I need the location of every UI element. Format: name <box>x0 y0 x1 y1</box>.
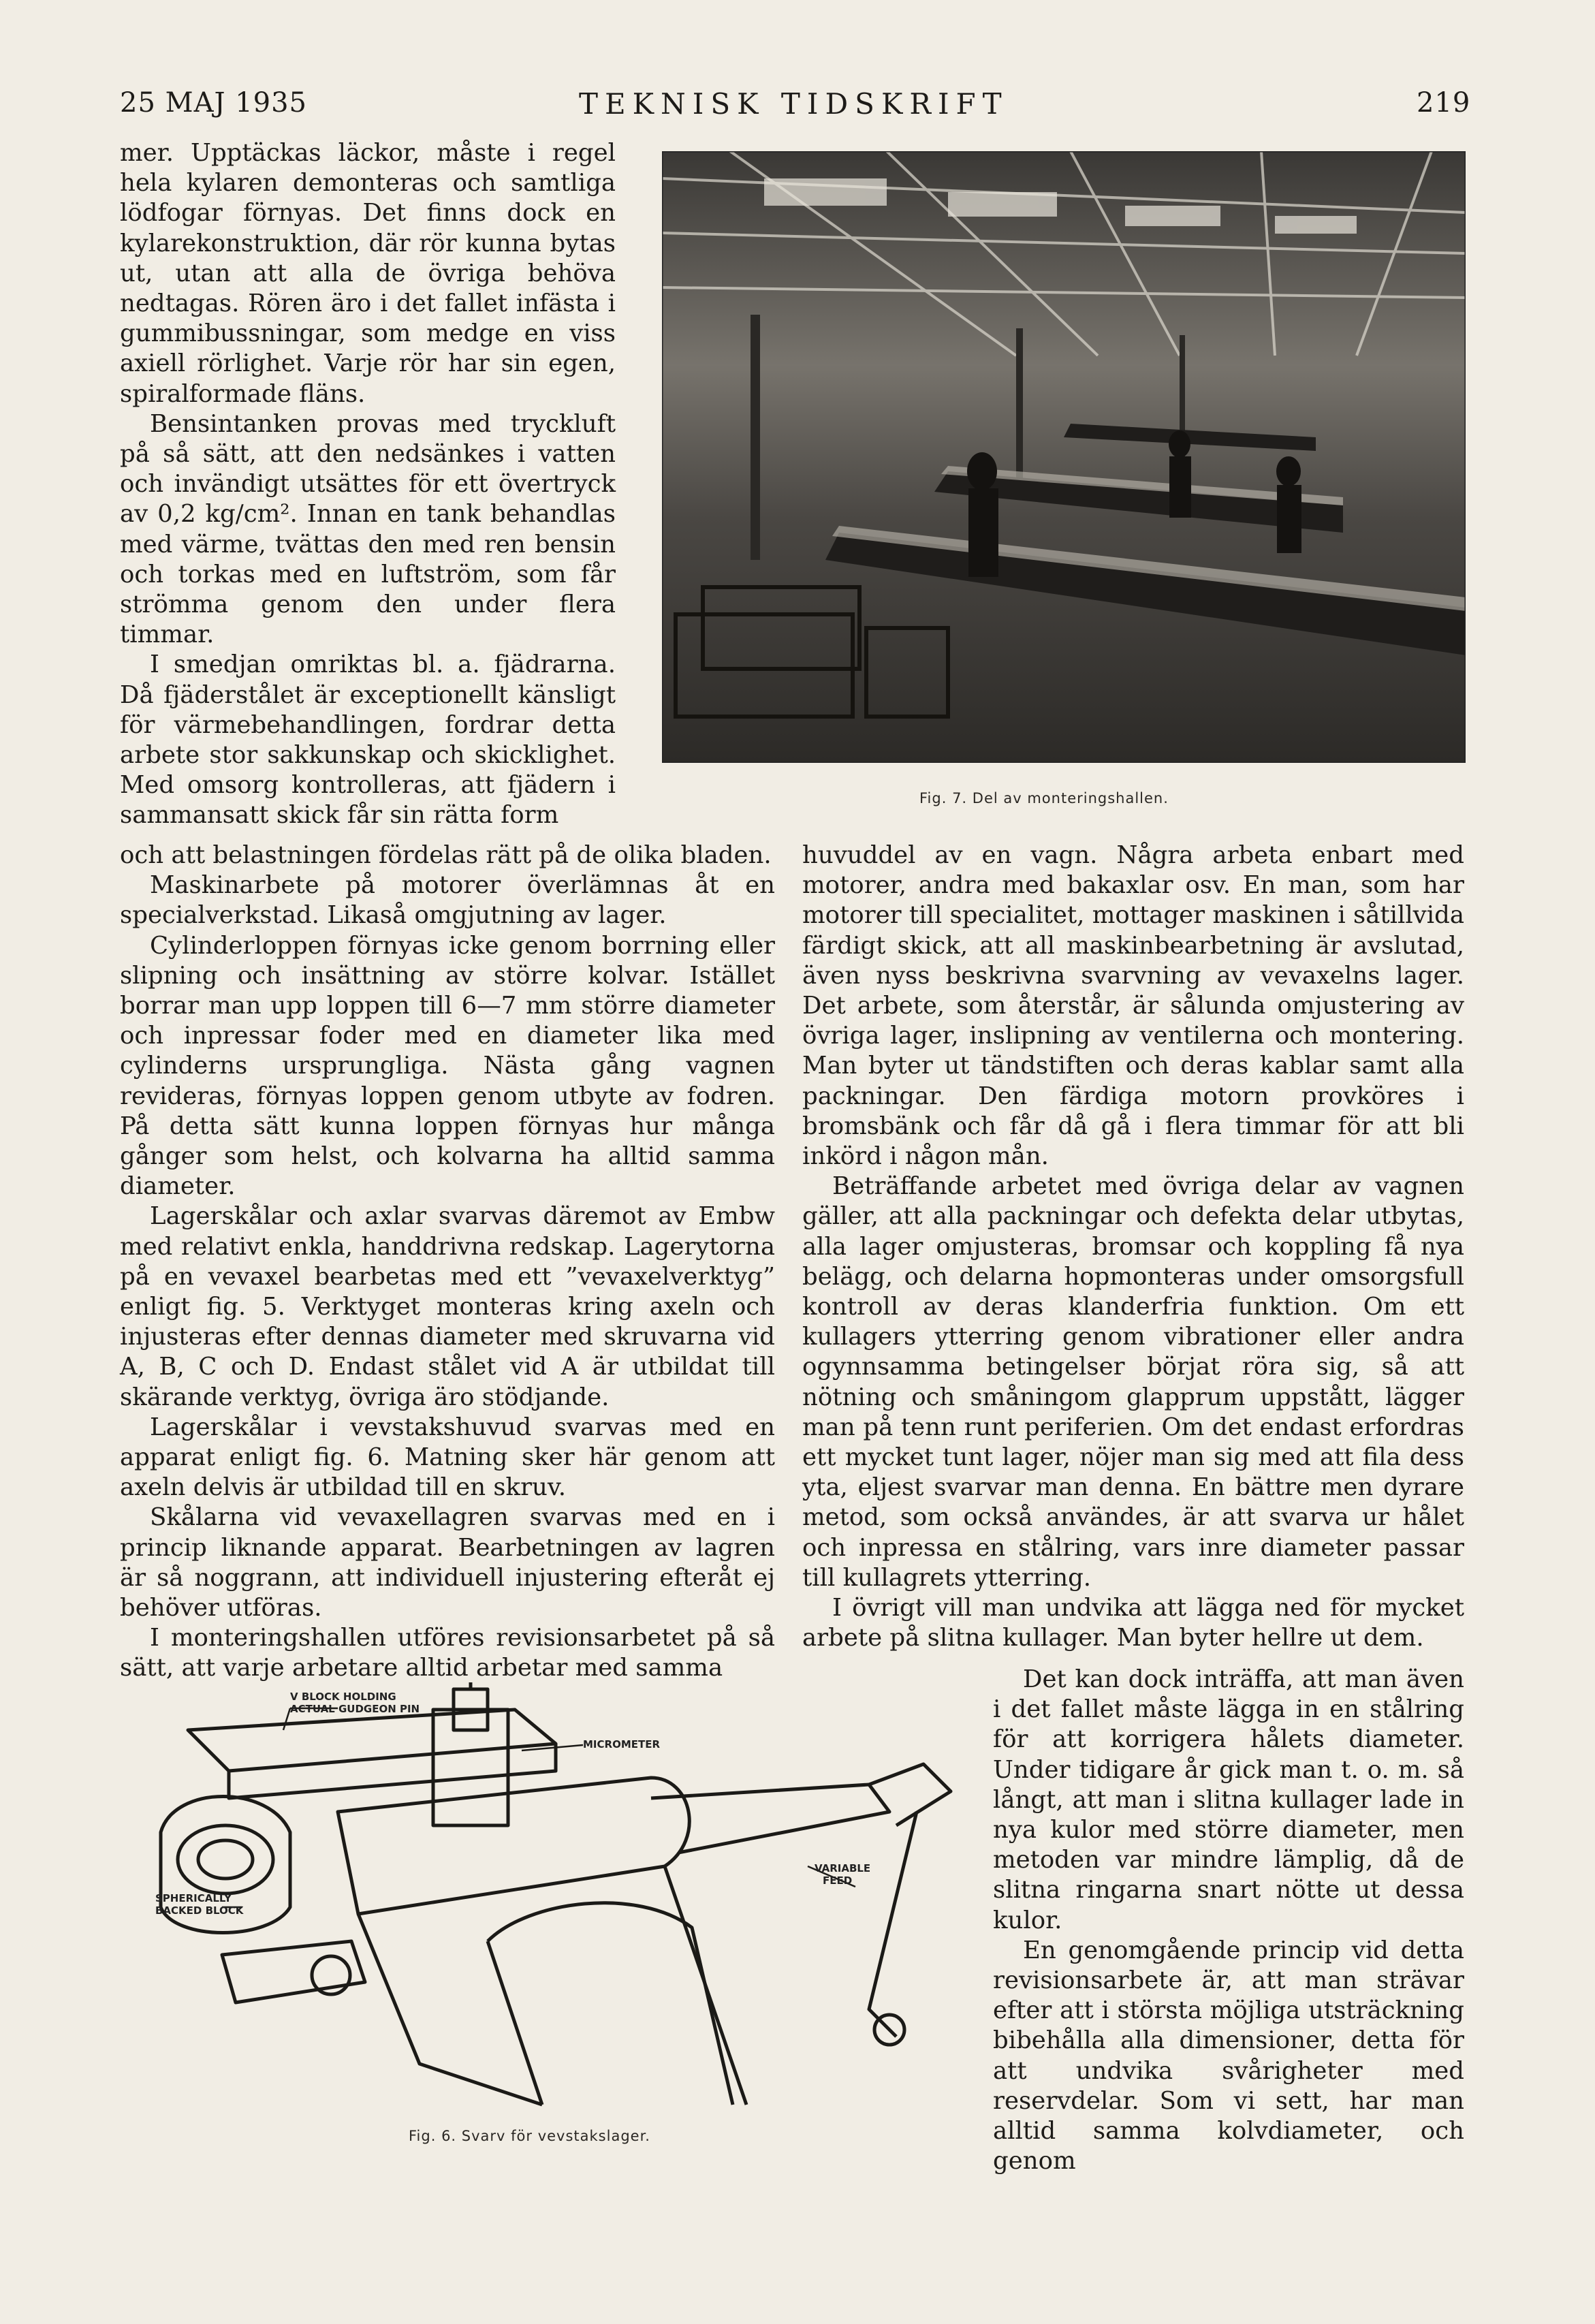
issue-date: 25 MAJ 1935 <box>120 87 308 119</box>
label-feed-line2: FEED <box>823 1874 853 1887</box>
figure-6-lathe-drawing <box>133 1682 978 2118</box>
paragraph: I smedjan omriktas bl. a. fjädrarna. Då fjäderstålet är exceptionellt känsligt för värmebehandlingen, fordrar detta arbete stor sakkunskap och skicklighet. Med omsorg kontrolleras, att fjädern i sammansatt skick får sin rätta form <box>120 650 616 830</box>
paragraph: mer. Upptäckas läckor, måste i regel hela kylaren demonteras och samtliga lödfogar förnyas. Det finns dock en kylarekonstruktion, där rör kunna bytas ut, utan att alla de övriga behöva nedtagas. Rören äro i det fallet infästa i gummibussningar, som medge en viss axiell rörlighet. Varje rör har sin egen, spiralformade fläns. <box>120 139 616 408</box>
text-column-right <box>802 841 1464 1653</box>
text-column-bottom-right <box>993 1665 1464 2176</box>
paragraph: Det kan dock inträffa, att man även i det fallet måste lägga in en stålring för att korrigera hålets diameter. Under tidigare år gick man t. o. m. så långt, att man i slitna kullager lade in nya kulor med större diameter, men metoden var mindre lämplig, då de slitna ringarna snart nötte ut dessa kulor. <box>993 1665 1464 1934</box>
paragraph: Beträffande arbetet med övriga delar av vagnen gäller, att alla packningar och defekta delar utbytas, alla lager omjusteras, bromsar och koppling få nya belägg, och delarna hopmonteras under omsorgsfull kontroll av deras klanderfria funktion. Om ett kullagers ytterring genom vibrationer eller andra ogynnsamma betingelser börjat röra sig, så att nötning och småningom glapprum uppstått, lägger man på tenn runt periferien. Om det endast erfordras ett mycket tunt lager, nöjer man sig med att fila dess yta, eljest svarvar man denna. En bättre men dyrare metod, som också användes, är att svarva ur hålet och inpressa en stålring, vars inre diameter passar till kullagrets ytterring. <box>802 1172 1464 1592</box>
paragraph: I monteringshallen utföres revisionsarbetet på så sätt, att varje arbetare alltid arbetar med samma <box>120 1624 775 1682</box>
paragraph: och att belastningen fördelas rätt på de olika bladen. <box>120 841 772 869</box>
paragraph: Lagerskålar och axlar svarvas däremot av Embw med relativt enkla, handdrivna redskap. Lagerytorna på en vevaxel bearbetas med ett ”vevaxelverktyg” enligt fig. 5. Verktyget monteras kring axeln och injusteras efter dennas diameter med skruvarna vid A, B, C och D. Endast stålet vid A är utbildat till skärande verktyg, övriga äro stödjande. <box>120 1202 775 1411</box>
paragraph: I övrigt vill man undvika att lägga ned för mycket arbete på slitna kullager. Man byter hellre ut dem. <box>802 1594 1464 1652</box>
figure-7-caption: Fig. 7. Del av monteringshallen. <box>919 790 1169 806</box>
text-column-left <box>120 841 775 1684</box>
text-column-top-left <box>120 138 616 831</box>
paragraph: Maskinarbete på motorer överlämnas åt en specialverkstad. Likaså omgjutning av lager. <box>120 871 775 930</box>
label-micrometer: MICROMETER <box>583 1738 661 1750</box>
journal-title: TEKNISK TIDSKRIFT <box>579 87 1009 121</box>
page-number: 219 <box>1417 87 1471 119</box>
paragraph: Lagerskålar i vevstakshuvud svarvas med en apparat enligt fig. 6. Matning sker här genom att axeln delvis är utbildad till en skruv. <box>120 1413 775 1502</box>
paragraph: huvuddel av en vagn. Några arbeta enbart med motorer, andra med bakaxlar osv. En man, som har motorer till specialitet, mottager maskinen i såtillvida färdigt skick, att all maskinbearbetning är avslutad, även nyss beskrivna svarvning av vevaxelns lager. Det arbete, som återstår, är sålunda omjustering av övriga lager, inslipning av ventilerna och montering. Man byter ut tändstiften och deras kablar samt alla packningar. Den färdiga motorn provköres i bromsbänk och får då gå i flera timmar för att bli inkörd i någon mån. <box>802 841 1464 1171</box>
label-block-line2: BACKED BLOCK <box>155 1904 244 1917</box>
figure-6-caption: Fig. 6. Svarv för vevstakslager. <box>409 2128 650 2144</box>
paragraph: Bensintanken provas med tryckluft på så sätt, att den nedsänkes i vatten och invändigt utsättes för ett övertryck av 0,2 kg/cm². Innan en tank behandlas med värme, tvättas den med ren bensin och torkas med en luftström, som får strömma genom den under flera timmar. <box>120 409 616 649</box>
label-feed-line1: VARIABLE <box>815 1862 871 1874</box>
paragraph: Skålarna vid vevaxellagren svarvas med en i princip liknande apparat. Bearbetningen av lagren är så noggrann, att individuell injustering efteråt ej behöver utföras. <box>120 1503 775 1622</box>
paragraph: En genomgående princip vid detta revisionsarbete är, att man strävar efter att i största möjliga utsträckning bibehålla alla dimensioner, detta för att undvika svårigheter med reservdelar. Som vi sett, har man alltid samma kolvdiameter, och genom <box>993 1936 1464 2176</box>
label-block-line1: SPHERICALLY <box>155 1892 232 1904</box>
paragraph: Cylinderloppen förnyas icke genom borrning eller slipning och insättning av större kolvar. Istället borrar man upp loppen till 6—7 mm större diameter och inpressar foder med en diameter lika med cylinderns ursprungliga. Nästa gång vagnen revideras, förnyas loppen genom utbyte av fodren. På detta sätt kunna loppen förnyas hur många gånger som helst, och kolvarna ha alltid samma diameter. <box>120 931 775 1201</box>
figure-7-assembly-hall-photo <box>662 151 1466 763</box>
label-vblock-line1: V BLOCK HOLDING <box>290 1691 396 1703</box>
label-vblock-line2: ACTUAL GUDGEON PIN <box>290 1703 420 1715</box>
